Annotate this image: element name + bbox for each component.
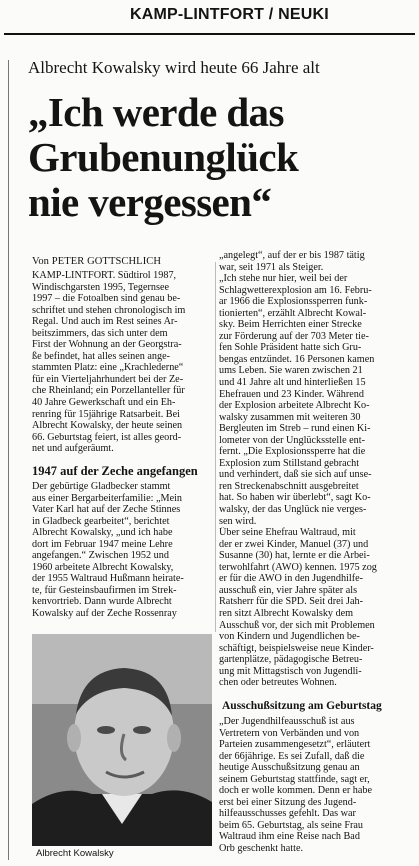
text-line: che Rheinland; ein Porzellanteller für <box>32 385 185 397</box>
text-line: schriftet und stehen chronologisch im <box>32 304 186 316</box>
text-line: von Kindern und Jugendlichen be- <box>219 631 360 643</box>
text-line: und 41 Jahre alt und hinterließen 15 <box>219 377 366 389</box>
text-line: Vertretern von Verbänden und von <box>219 727 360 739</box>
subhead-2: Ausschußsitzung am Geburtstag <box>222 700 382 712</box>
text-line: der 1955 Waltraud Hußmann heirate- <box>32 573 184 585</box>
text-line: angefangen.“ Zwischen 1952 und <box>32 550 169 562</box>
text-line: dort im Februar 1947 meine Lehre <box>32 538 173 550</box>
text-line: „Der Jugendhilfeausschuß ist aus <box>219 716 355 727</box>
text-line: KAMP-LINTFORT. Südtirol 1987, <box>32 270 177 281</box>
text-line: Schlagwetterexplosion am 16. Febru- <box>219 284 372 296</box>
text-line: der Explosion arbeitete Albrecht Ko- <box>219 400 370 412</box>
text-line: heutige Ausschußsitzung genau an <box>219 762 360 774</box>
text-line: ren Streckenabschnitt ausgebreitet <box>219 480 359 492</box>
byline: Von PETER GOTTSCHLICH <box>32 256 162 267</box>
text-line: tionierten“, erzählt Albrecht Kowal- <box>219 307 367 319</box>
text-line: seinem Geburtstag stattfinde, sagt er, <box>219 773 370 785</box>
text-line: kenvortrieb. Dann wurde Albrecht <box>32 596 172 608</box>
text-line: renring für 15jährige Ratsarbeit. Bei <box>32 408 180 420</box>
text-line: in Gladbeck gearbeitet“, berichtet <box>32 515 170 527</box>
text-line: sky. Beim Herrichten einer Strecke <box>219 319 362 331</box>
text-line: 40 Jahre Gewerkschaft und ein Eh- <box>32 397 176 409</box>
right-column-text-2 <box>219 716 411 855</box>
text-line: er für die AWO in den Jugendhilfe- <box>219 573 364 585</box>
left-column-text-2 <box>32 481 210 620</box>
photo-caption: Albrecht Kowalsky <box>36 848 114 859</box>
text-line: ße befindet, hat alles seinen ange- <box>32 350 171 362</box>
text-line: Ratsherr für die SPD. Seit drei Jah- <box>219 596 364 608</box>
text-line: First der Wohnung an der Georgstra- <box>32 339 182 351</box>
text-line: 66. Geburtstag feiert, ist alles geord- <box>32 431 182 443</box>
headline-line: Grubenunglück <box>28 134 299 180</box>
left-column-text-1 <box>32 270 210 455</box>
text-line: schäftigt, beispielsweise neue Kinder- <box>219 642 374 654</box>
text-line: Vater Karl hat auf der Zeche Stinnes <box>32 504 181 516</box>
headline-line: „Ich werde das <box>28 89 284 135</box>
text-line: „angelegt“, auf der er bis 1987 tätig <box>219 250 365 261</box>
text-line: ar 1966 die Explosionssperren funk- <box>219 296 368 308</box>
text-line: walsky zusammen mit weiteren 30 <box>219 411 361 423</box>
text-line: Susanne (30) hat, lernte er die Arbei- <box>219 550 370 562</box>
portrait-illustration <box>32 634 212 846</box>
text-line: aus einer Bergarbeiterfamilie: „Mein <box>32 492 183 504</box>
text-line: gartenplätze, pädagogische Betreu- <box>219 654 363 666</box>
text-line: net und aufgeräumt. <box>32 443 114 455</box>
text-line: und verhindert, daß sie sich auf unse- <box>219 469 372 481</box>
text-line: „Ich stehe nur hier, weil bei der <box>219 273 348 285</box>
text-line: Regal. Und auch im Rest seines Ar- <box>32 316 178 328</box>
text-line: beim 65. Geburtstag, als seine Frau <box>219 819 364 831</box>
text-line: 1960 arbeitete Albrecht Kowalsky, <box>32 561 174 573</box>
text-line: walsky, der das Unglück nie verges- <box>219 504 367 516</box>
text-line: ung mit Mittagstisch von Jugendli- <box>219 665 362 677</box>
text-line: Explosion zum Stillstand gebracht <box>219 457 360 469</box>
subhead-1: 1947 auf der Zeche angefangen <box>32 464 198 478</box>
section-header: KAMP-LINTFORT / NEUKI <box>130 6 329 23</box>
margin-rule <box>8 60 9 860</box>
header-rule <box>4 33 415 35</box>
text-line: für ein Vierteljahrhundert bei der Ze- <box>32 373 184 385</box>
text-line: Ausschuß vor, der sich mit Problemen <box>219 619 375 631</box>
text-line: Der gebürtige Gladbecker stammt <box>32 481 171 492</box>
text-line: ren sitzt Albrecht Kowalsky dem <box>219 607 354 619</box>
text-line: Waltraud ihm eine Reise nach Bad <box>219 831 360 843</box>
text-line: Parteien zusammengesetzt“, erläutert <box>219 739 371 751</box>
text-line: terwohlfahrt (AWO) kennen. 1975 zog <box>219 561 377 573</box>
text-line: Kowalsky auf der Zeche Rossenray <box>32 608 177 620</box>
text-line: hilfeausschusses gefehlt. Das war <box>219 808 356 820</box>
text-line: fernt. „Die Explosionssperre hat die <box>219 446 366 458</box>
text-line: Ehefrauen und 23 Kinder. Während <box>219 388 364 400</box>
text-line: der 66jährige. Es sei Zufall, daß die <box>219 750 365 762</box>
text-line: Orb geschenkt hatte. <box>219 843 304 855</box>
portrait-photo <box>32 634 212 846</box>
right-column-text-1 <box>219 250 411 689</box>
text-line: erst bei einer Sitzung des Jugend- <box>219 796 357 808</box>
kicker: Albrecht Kowalsky wird heute 66 Jahre alt <box>28 58 320 77</box>
column-divider <box>215 262 216 632</box>
text-line: der er zwei Kinder, Manuel (37) und <box>219 538 369 550</box>
text-line: lometer von der Unglücksstelle ent- <box>219 434 365 446</box>
headline-line: nie vergessen“ <box>28 179 272 225</box>
text-line: bengas entzündet. 16 Personen kamen <box>219 353 375 365</box>
headline <box>28 90 412 225</box>
text-line: chen oder betreutes Wohnen. <box>219 677 337 689</box>
text-line: beitszimmers, das sich unter dem <box>32 327 168 339</box>
text-line: Albrecht Kowalsky, der heute seinen <box>32 420 183 432</box>
text-line: sen wird. <box>219 515 257 527</box>
text-line: stammten Platz: eine „Krachlederne“ <box>32 362 184 374</box>
text-line: te, für Gesteinsbaufirmen im Strek- <box>32 584 177 596</box>
text-line: ausschuß ein, vier Jahre später als <box>219 584 358 596</box>
text-line: zur Förderung auf der 703 Meter tie- <box>219 330 369 342</box>
text-line: Windischgarsten 1995, Tegernsee <box>32 281 170 293</box>
text-line: doch er wolle kommen. Denn er habe <box>219 785 373 797</box>
text-line: Über seine Ehefrau Waltraud, mit <box>219 527 356 539</box>
text-line: 1997 – die Fotoalben sind genau be- <box>32 293 181 305</box>
text-line: hat. So haben wir überlebt“, sagt Ko- <box>219 492 371 504</box>
text-line: ums Leben. Sie waren zwischen 21 <box>219 365 363 377</box>
text-line: Albrecht Kowalsky, „und ich habe <box>32 527 173 539</box>
text-line: fen Sohle Präsident hatte sich Gru- <box>219 342 362 354</box>
text-line: Bergleuten im Streb – rund einen Ki- <box>219 423 371 435</box>
text-line: war, seit 1971 als Steiger. <box>219 261 324 273</box>
